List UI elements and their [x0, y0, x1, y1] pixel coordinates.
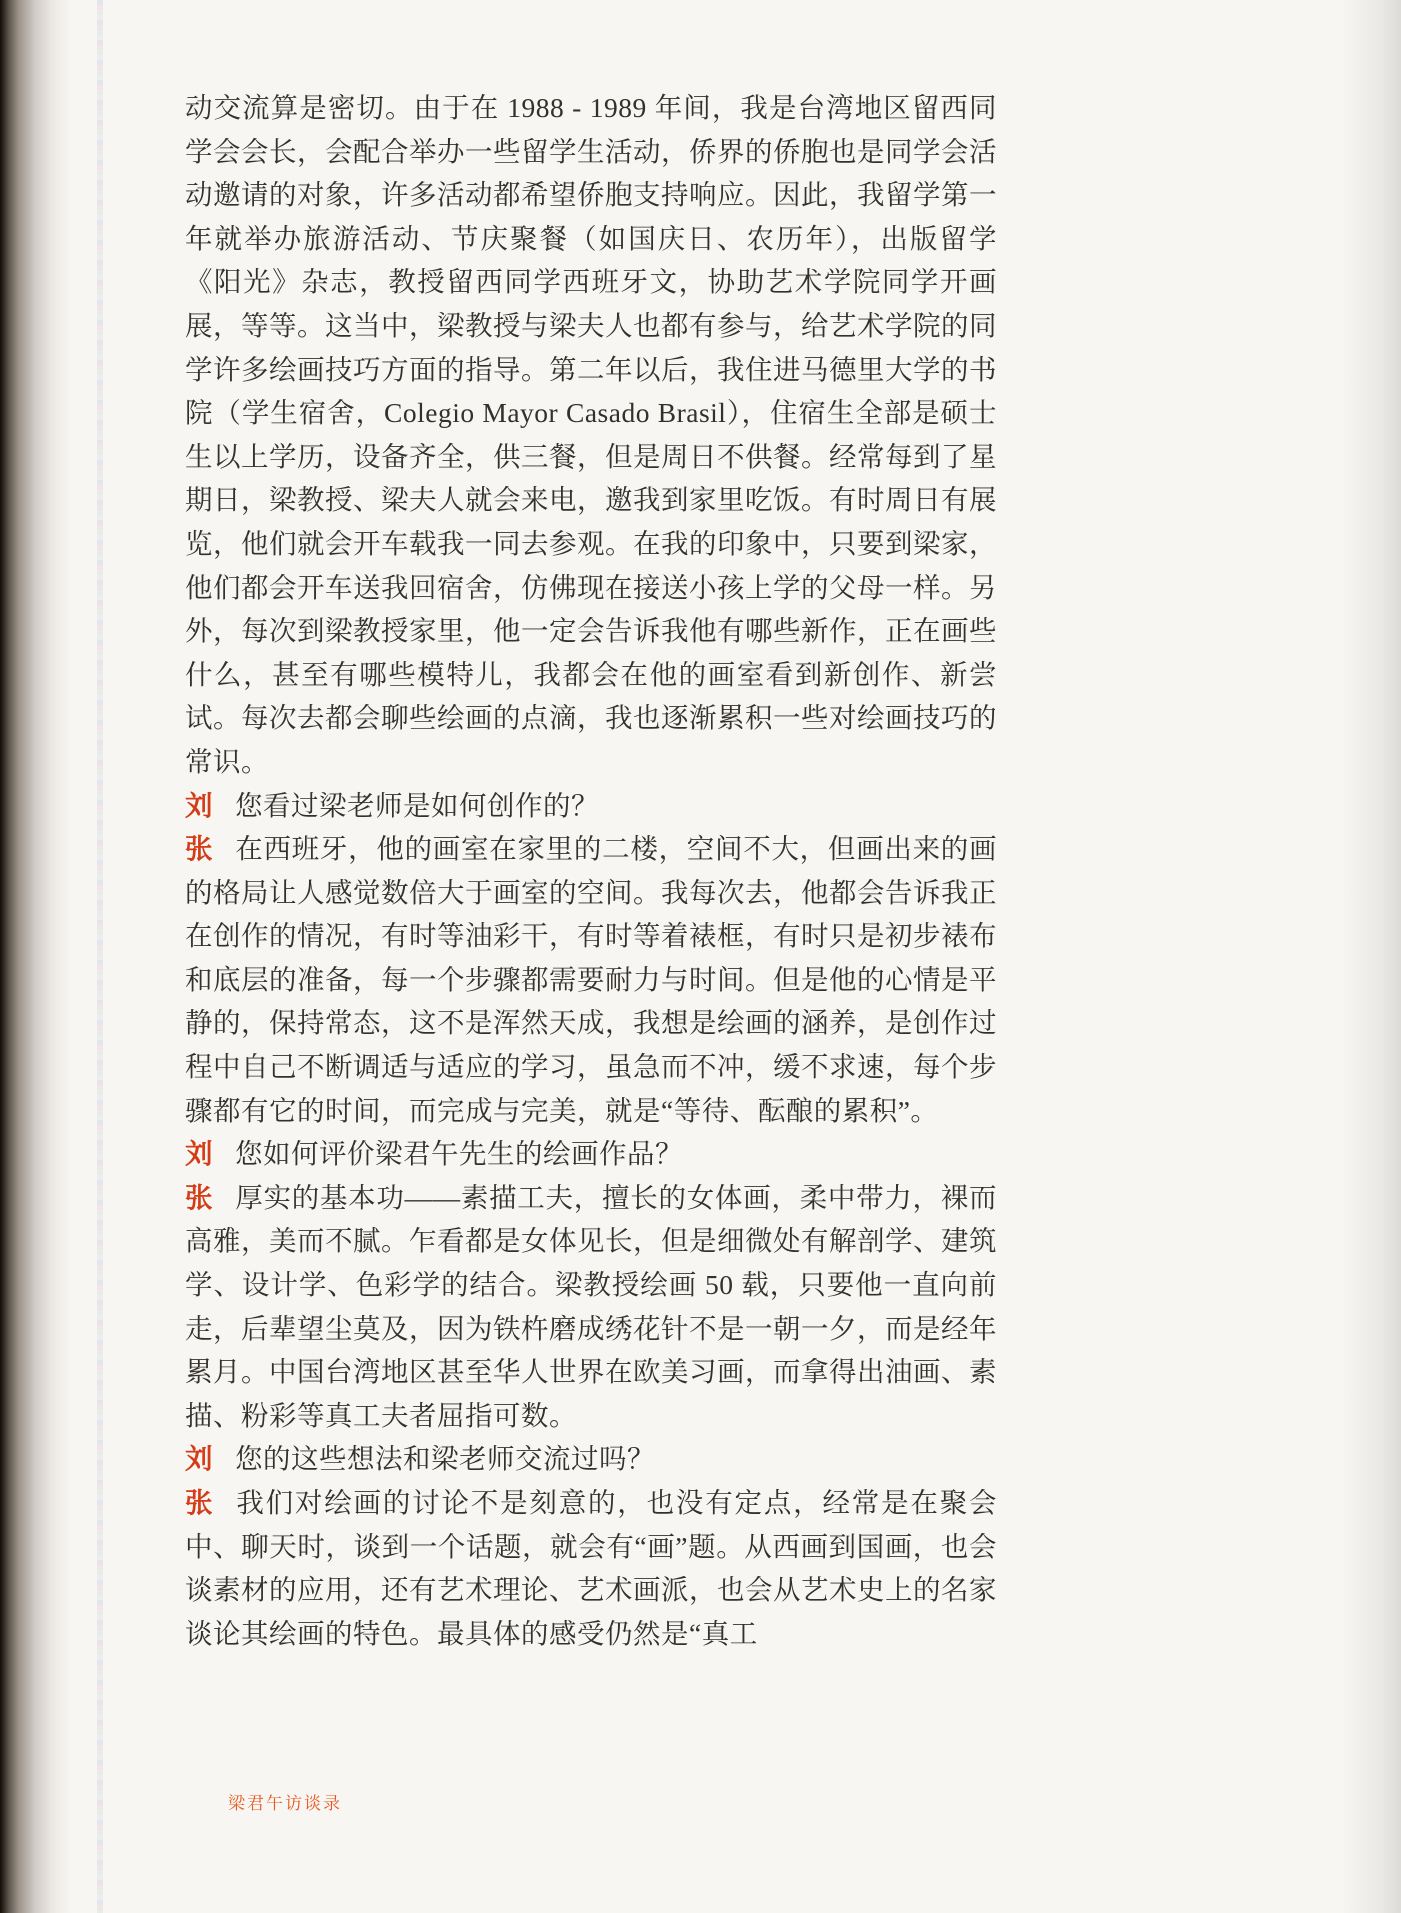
footer-running-title: 梁君午访谈录 — [228, 1794, 342, 1813]
paragraph-text: 您如何评价梁君午先生的绘画作品？ — [235, 1138, 683, 1170]
paragraph-text: 您看过梁老师是如何创作的？ — [235, 789, 599, 821]
scan-artifact-line — [97, 0, 103, 1913]
paragraph-text: 厚实的基本功——素描工夫，擅长的女体画，柔中带力，裸而高雅，美而不腻。乍看都是女体见长，但是细微处有解剖学、建筑学、设计学、色彩学的结合。梁教授绘画 50 载，只要他一直向前走，后辈望尘莫及，因为铁杵磨成绣花针不是一朝一夕，而是经年累月。中国台湾地区甚至华人世界在欧美习画，而拿得出油画、素描、粉彩等真工夫者屈指可数。 — [185, 1181, 998, 1431]
speaker-label: 张 — [185, 1487, 215, 1518]
paragraph — [185, 1176, 997, 1438]
paragraph — [185, 827, 997, 1132]
paragraph-text: 在西班牙，他的画室在家里的二楼，空间不大，但画出来的画的格局让人感觉数倍大于画室的空间。我每次去，他都会告诉我正在创作的情况，有时等油彩干，有时等着裱框，有时只是初步裱布和底层的准备，每一个步骤都需要耐力与时间。但是他的心情是平静的，保持常态，这不是浑然天成，我想是绘画的涵养，是创作过程中自己不断调适与适应的学习，虽急而不冲，缓不求速，每个步骤都有它的时间，而完成与完美，就是“等待、酝酿的累积”。 — [185, 833, 998, 1126]
paragraph — [185, 784, 997, 828]
paragraph — [185, 1132, 997, 1176]
paragraph — [185, 1437, 997, 1481]
book-binding-shadow — [0, 0, 72, 1913]
paragraph-text: 我们对绘画的讨论不是刻意的，也没有定点，经常是在聚会中、聊天时，谈到一个话题，就会有“画”题。从西画到国画，也会谈素材的应用，还有艺术理论、艺术画派，也会从艺术史上的名家谈论其绘画的特色。最具体的感受仍然是“真工 — [185, 1487, 998, 1649]
paragraph — [185, 1481, 997, 1655]
speaker-label: 刘 — [185, 789, 213, 821]
paragraph-text: 动交流算是密切。由于在 1988 - 1989 年间，我是台湾地区留西同学会会长，会配合举办一些留学生活动，侨界的侨胞也是同学会活动邀请的对象，许多活动都希望侨胞支持响应。因此，我留学第一年就举办旅游活动、节庆聚餐（如国庆日、农历年），出版留学《阳光》杂志，教授留西同学西班牙文，协助艺术学院同学开画展，等等。这当中，梁教授与梁夫人也都有参与，给艺术学院的同学许多绘画技巧方面的指导。第二年以后，我住进马德里大学的书院（学生宿舍，Colegio Mayor Casado Brasil），住宿生全部是硕士生以上学历，设备齐全，供三餐，但是周日不供餐。经常每到了星期日，梁教授、梁夫人就会来电，邀我到家里吃饭。有时周日有展览，他们就会开车载我一同去参观。在我的印象中，只要到梁家，他们都会开车送我回宿舍，仿佛现在接送小孩上学的父母一样。另外，每次到梁教授家里，他一定会告诉我他有哪些新作，正在画些什么，甚至有哪些模特儿，我都会在他的画室看到新创作、新尝试。每次去都会聊些绘画的点滴，我也逐渐累积一些对绘画技巧的常识。 — [185, 92, 997, 777]
paragraph-text: 您的这些想法和梁老师交流过吗？ — [235, 1443, 655, 1475]
speaker-label: 张 — [185, 833, 214, 865]
interview-text-block — [185, 86, 997, 1655]
paragraph — [185, 86, 997, 784]
speaker-label: 张 — [185, 1181, 214, 1213]
speaker-label: 刘 — [185, 1443, 213, 1475]
speaker-label: 刘 — [185, 1138, 213, 1170]
page-edge-shadow — [1341, 0, 1401, 1913]
